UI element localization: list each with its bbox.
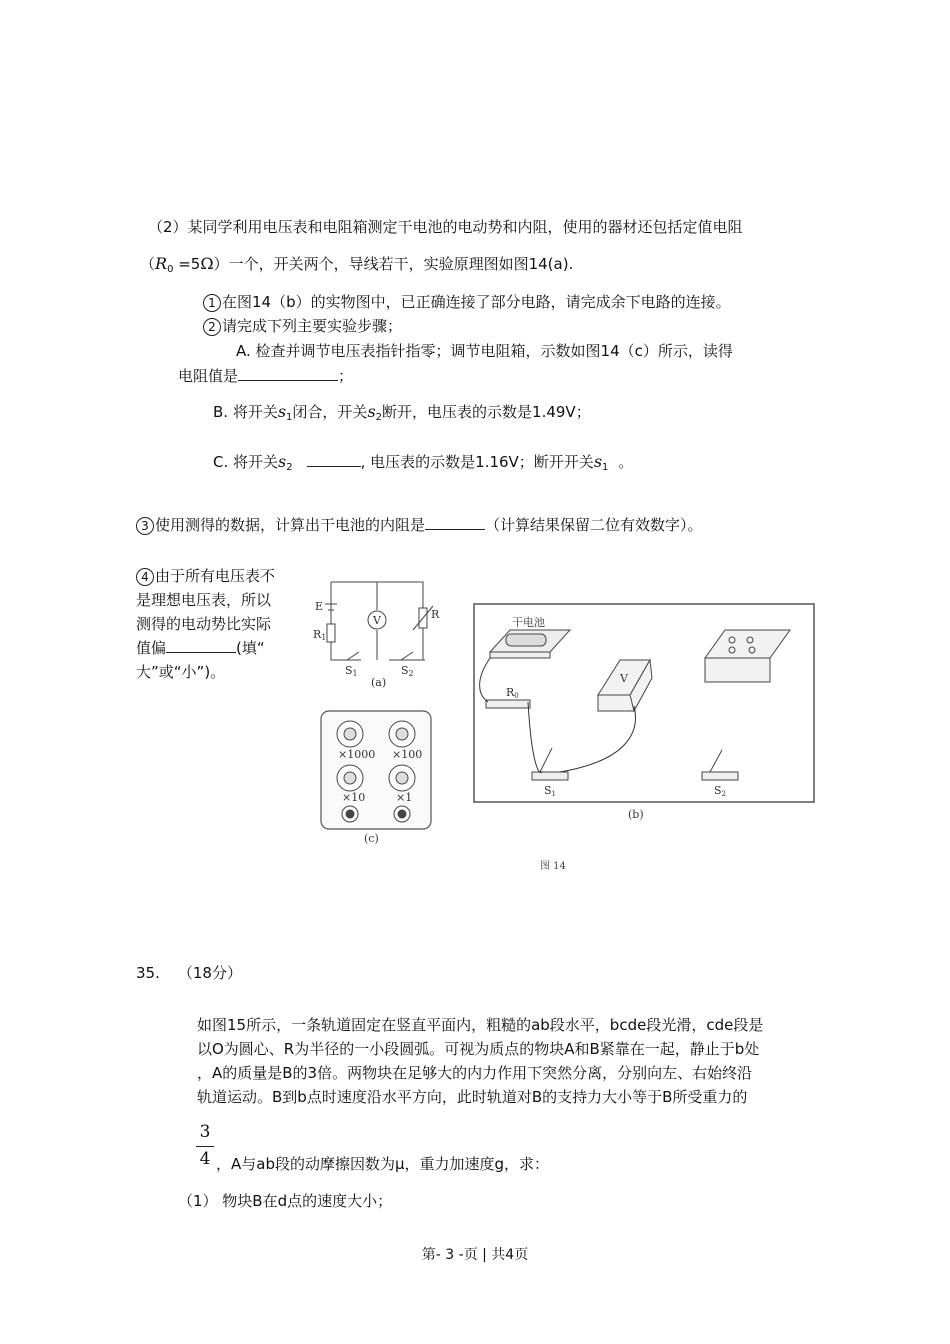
svg-text:×10: ×10 bbox=[342, 791, 366, 804]
svg-text:S2: S2 bbox=[714, 784, 727, 798]
r0-symbol: R bbox=[155, 254, 168, 273]
step-b: B. 将开关$s_1$闭合，开关$s_2$断开，电压表的示数是1.49V； bbox=[213, 402, 591, 423]
answer-blank-internal-resistance[interactable] bbox=[425, 515, 485, 530]
figure-14-caption: 图 14 bbox=[540, 861, 566, 872]
svg-text:S1: S1 bbox=[544, 784, 557, 798]
svg-text:S1: S1 bbox=[345, 664, 358, 678]
svg-text:R0: R0 bbox=[506, 686, 519, 700]
question-2: 2 请完成下列主要实验步骤； bbox=[203, 316, 402, 336]
figure-14a-circuit bbox=[305, 568, 445, 690]
question-3: 3 使用测得的数据，计算出干电池的内阻是 （计算结果保留二位有效数字）。 bbox=[136, 515, 703, 535]
fraction-numerator: 3 bbox=[199, 1122, 211, 1142]
circled-number-4: 4 bbox=[136, 568, 154, 586]
circled-number-3: 3 bbox=[136, 517, 154, 535]
svg-text:V: V bbox=[620, 672, 628, 685]
answer-blank-switch[interactable] bbox=[307, 452, 361, 467]
svg-text:E: E bbox=[315, 600, 324, 613]
part2-intro-line2: $(R_0 =5\Omega)$一个，开关两个，导线若干，实验原理图如图14(a). bbox=[140, 254, 574, 275]
question-35-body: 如图15所示，一条轨道固定在竖直平面内，粗糙的ab段水平，bcde段光滑，cde段是 以O为圆心、R为半径的一小段圆弧。可视为质点的物块A和B紧靠在一起，静止于b处 ，A的质量是B的3倍。两物块在足够大的内力作用下突然分离，分别向左、右始终沿 轨道运动。B到b点时速度沿水平方向，此时轨道对B的支持力大小等于B所受重力的 bbox=[197, 1016, 764, 1106]
answer-blank-emf[interactable] bbox=[166, 638, 236, 653]
question-35-header: 35. （18分） bbox=[136, 964, 242, 982]
step-a-line1: A. 检查并调节电压表指针指零；调节电阻箱，示数如图14（c）所示，读得 bbox=[236, 342, 733, 360]
page-footer: 第- 3 -页 | 共4页 bbox=[421, 1247, 529, 1263]
svg-text:×1000: ×1000 bbox=[338, 748, 376, 761]
question-1: 1 在图14（b）的实物图中，已正确连接了部分电路，请完成余下电路的连接。 bbox=[203, 292, 731, 312]
circled-number-1: 1 bbox=[203, 294, 221, 312]
svg-text:×1: ×1 bbox=[396, 791, 413, 804]
svg-text:S2: S2 bbox=[401, 664, 414, 678]
question-35-sub1: （1） 物块B在d点的速度大小； bbox=[178, 1192, 393, 1210]
question-35-line5: ，A与ab段的动摩擦因数为μ，重力加速度g，求： bbox=[216, 1155, 550, 1173]
part2-intro-line1: （2）某同学利用电压表和电阻箱测定干电池的电动势和内阻，使用的器材还包括定值电阻 bbox=[148, 218, 743, 236]
step-a-line2: 电阻值是 ； bbox=[178, 367, 354, 385]
ohm-symbol: Ω bbox=[200, 254, 214, 273]
svg-text:×100: ×100 bbox=[392, 748, 423, 761]
answer-blank-resistance[interactable] bbox=[238, 366, 338, 381]
fraction-denominator: 4 bbox=[199, 1149, 211, 1169]
fraction-bar bbox=[196, 1146, 214, 1147]
svg-text:V: V bbox=[373, 614, 381, 627]
svg-text:(c): (c) bbox=[364, 832, 379, 845]
svg-text:(b): (b) bbox=[628, 808, 644, 821]
svg-text:R: R bbox=[431, 608, 440, 621]
figure-14c-resistance-box bbox=[318, 708, 436, 846]
question-4: 4 由于所有电压表不 是理想电压表，所以 测得的电动势比实际 值偏 (填“ 大”或“小”)。 bbox=[136, 567, 276, 681]
step-c: C. 将开关$s_2$ , 电压表的示数是1.16V；断开开关$s_1$ 。 bbox=[213, 452, 634, 473]
circled-number-2: 2 bbox=[203, 318, 221, 336]
svg-text:干电池: 干电池 bbox=[512, 616, 545, 629]
svg-text:(a): (a) bbox=[371, 676, 387, 689]
svg-text:R1: R1 bbox=[313, 628, 327, 642]
figure-14b-apparatus bbox=[470, 600, 820, 830]
